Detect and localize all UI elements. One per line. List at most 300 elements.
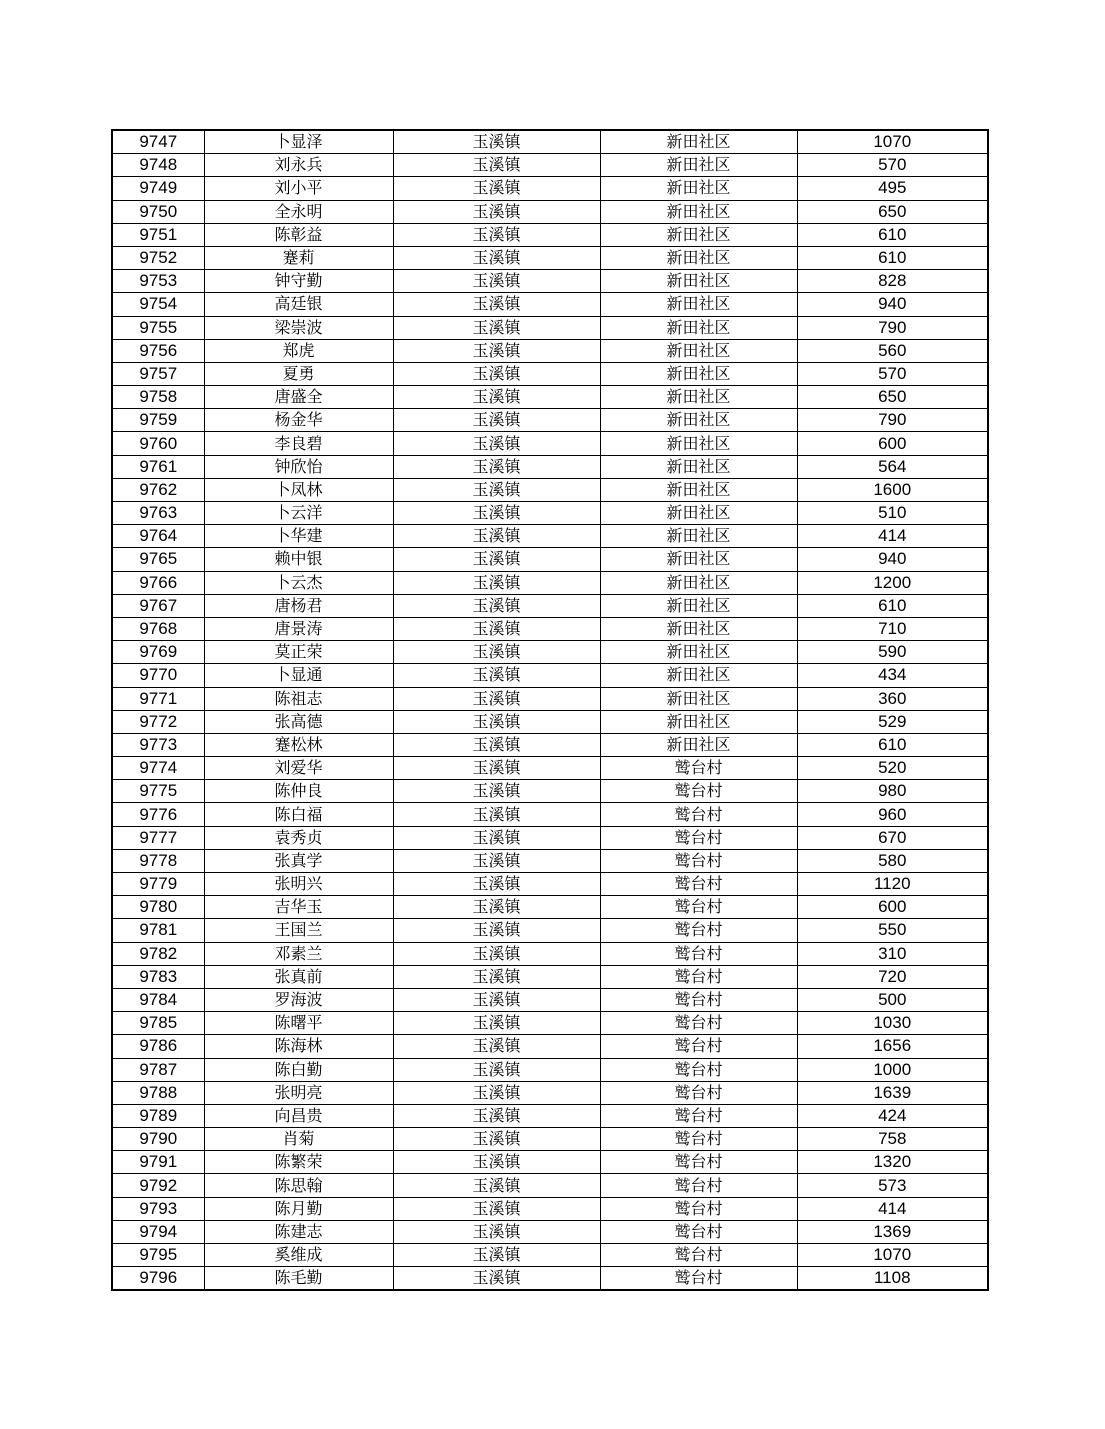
cell-town: 玉溪镇 xyxy=(393,316,600,339)
cell-town: 玉溪镇 xyxy=(393,270,600,293)
cell-id: 9770 xyxy=(112,664,204,687)
cell-town: 玉溪镇 xyxy=(393,177,600,200)
table-row xyxy=(112,223,988,246)
table-row xyxy=(112,154,988,177)
cell-id: 9782 xyxy=(112,942,204,965)
table-row xyxy=(112,687,988,710)
cell-amount: 414 xyxy=(797,525,988,548)
cell-amount: 1656 xyxy=(797,1035,988,1058)
cell-id: 9768 xyxy=(112,617,204,640)
table-row xyxy=(112,896,988,919)
cell-name: 唐盛全 xyxy=(204,386,393,409)
table-row xyxy=(112,432,988,455)
table-row xyxy=(112,641,988,664)
cell-id: 9780 xyxy=(112,896,204,919)
cell-amount: 434 xyxy=(797,664,988,687)
cell-town: 玉溪镇 xyxy=(393,803,600,826)
cell-village: 新田社区 xyxy=(600,154,797,177)
cell-village: 新田社区 xyxy=(600,316,797,339)
cell-amount: 550 xyxy=(797,919,988,942)
cell-name: 王国兰 xyxy=(204,919,393,942)
cell-village: 鹫台村 xyxy=(600,988,797,1011)
cell-amount: 510 xyxy=(797,502,988,525)
cell-village: 鹫台村 xyxy=(600,1197,797,1220)
cell-town: 玉溪镇 xyxy=(393,849,600,872)
cell-id: 9777 xyxy=(112,826,204,849)
cell-town: 玉溪镇 xyxy=(393,664,600,687)
table-row xyxy=(112,1012,988,1035)
cell-id: 9781 xyxy=(112,919,204,942)
cell-village: 新田社区 xyxy=(600,200,797,223)
cell-amount: 940 xyxy=(797,293,988,316)
cell-id: 9771 xyxy=(112,687,204,710)
cell-village: 鹫台村 xyxy=(600,1128,797,1151)
cell-amount: 424 xyxy=(797,1104,988,1127)
table-row xyxy=(112,478,988,501)
table-row xyxy=(112,177,988,200)
cell-name: 张高德 xyxy=(204,710,393,733)
cell-town: 玉溪镇 xyxy=(393,826,600,849)
cell-amount: 590 xyxy=(797,641,988,664)
cell-name: 李良碧 xyxy=(204,432,393,455)
cell-town: 玉溪镇 xyxy=(393,965,600,988)
cell-amount: 580 xyxy=(797,849,988,872)
cell-name: 肖菊 xyxy=(204,1128,393,1151)
cell-village: 鹫台村 xyxy=(600,1035,797,1058)
cell-town: 玉溪镇 xyxy=(393,1035,600,1058)
table-row xyxy=(112,780,988,803)
table-row xyxy=(112,293,988,316)
table-row xyxy=(112,988,988,1011)
cell-village: 新田社区 xyxy=(600,130,797,154)
table-row xyxy=(112,1081,988,1104)
cell-town: 玉溪镇 xyxy=(393,293,600,316)
cell-name: 陈海林 xyxy=(204,1035,393,1058)
cell-amount: 570 xyxy=(797,362,988,385)
cell-amount: 1600 xyxy=(797,478,988,501)
cell-town: 玉溪镇 xyxy=(393,502,600,525)
table-row xyxy=(112,803,988,826)
cell-village: 新田社区 xyxy=(600,641,797,664)
cell-name: 张真学 xyxy=(204,849,393,872)
cell-village: 新田社区 xyxy=(600,548,797,571)
table-row xyxy=(112,362,988,385)
cell-id: 9788 xyxy=(112,1081,204,1104)
cell-amount: 790 xyxy=(797,316,988,339)
cell-id: 9786 xyxy=(112,1035,204,1058)
cell-name: 陈白勤 xyxy=(204,1058,393,1081)
cell-name: 钟守勤 xyxy=(204,270,393,293)
cell-name: 卜云洋 xyxy=(204,502,393,525)
table-row xyxy=(112,455,988,478)
cell-name: 吉华玉 xyxy=(204,896,393,919)
cell-name: 向昌贵 xyxy=(204,1104,393,1127)
cell-town: 玉溪镇 xyxy=(393,1220,600,1243)
cell-town: 玉溪镇 xyxy=(393,988,600,1011)
cell-town: 玉溪镇 xyxy=(393,1104,600,1127)
cell-id: 9753 xyxy=(112,270,204,293)
cell-amount: 1108 xyxy=(797,1267,988,1291)
table-row xyxy=(112,733,988,756)
cell-id: 9765 xyxy=(112,548,204,571)
cell-amount: 560 xyxy=(797,339,988,362)
cell-town: 玉溪镇 xyxy=(393,223,600,246)
table-row xyxy=(112,1174,988,1197)
table-row xyxy=(112,571,988,594)
cell-town: 玉溪镇 xyxy=(393,339,600,362)
table-row xyxy=(112,1035,988,1058)
cell-town: 玉溪镇 xyxy=(393,757,600,780)
table-row xyxy=(112,1104,988,1127)
cell-village: 鹫台村 xyxy=(600,826,797,849)
cell-village: 新田社区 xyxy=(600,664,797,687)
cell-name: 唐杨君 xyxy=(204,594,393,617)
cell-id: 9762 xyxy=(112,478,204,501)
cell-name: 全永明 xyxy=(204,200,393,223)
table-row xyxy=(112,1197,988,1220)
table-row xyxy=(112,200,988,223)
cell-name: 高廷银 xyxy=(204,293,393,316)
cell-amount: 610 xyxy=(797,733,988,756)
cell-id: 9787 xyxy=(112,1058,204,1081)
cell-name: 梁崇波 xyxy=(204,316,393,339)
cell-amount: 1070 xyxy=(797,130,988,154)
cell-village: 新田社区 xyxy=(600,733,797,756)
cell-name: 刘永兵 xyxy=(204,154,393,177)
cell-amount: 610 xyxy=(797,594,988,617)
cell-id: 9785 xyxy=(112,1012,204,1035)
cell-village: 鹫台村 xyxy=(600,942,797,965)
table-row xyxy=(112,386,988,409)
cell-village: 新田社区 xyxy=(600,502,797,525)
table-row xyxy=(112,1058,988,1081)
table-row xyxy=(112,849,988,872)
cell-amount: 310 xyxy=(797,942,988,965)
table-row xyxy=(112,942,988,965)
cell-id: 9772 xyxy=(112,710,204,733)
cell-village: 鹫台村 xyxy=(600,1267,797,1291)
cell-town: 玉溪镇 xyxy=(393,1081,600,1104)
table-row xyxy=(112,1244,988,1267)
cell-amount: 650 xyxy=(797,386,988,409)
cell-name: 陈繁荣 xyxy=(204,1151,393,1174)
cell-town: 玉溪镇 xyxy=(393,409,600,432)
cell-name: 陈月勤 xyxy=(204,1197,393,1220)
cell-id: 9775 xyxy=(112,780,204,803)
cell-amount: 940 xyxy=(797,548,988,571)
table-row xyxy=(112,664,988,687)
cell-town: 玉溪镇 xyxy=(393,1058,600,1081)
cell-amount: 570 xyxy=(797,154,988,177)
cell-village: 新田社区 xyxy=(600,246,797,269)
cell-name: 蹇松林 xyxy=(204,733,393,756)
cell-name: 莫正荣 xyxy=(204,641,393,664)
cell-village: 新田社区 xyxy=(600,455,797,478)
cell-name: 张真前 xyxy=(204,965,393,988)
cell-town: 玉溪镇 xyxy=(393,710,600,733)
cell-name: 卜显泽 xyxy=(204,130,393,154)
cell-amount: 529 xyxy=(797,710,988,733)
cell-name: 罗海波 xyxy=(204,988,393,1011)
cell-village: 新田社区 xyxy=(600,594,797,617)
cell-id: 9779 xyxy=(112,873,204,896)
cell-id: 9769 xyxy=(112,641,204,664)
table-row xyxy=(112,502,988,525)
cell-village: 鹫台村 xyxy=(600,1174,797,1197)
cell-id: 9789 xyxy=(112,1104,204,1127)
cell-name: 刘爱华 xyxy=(204,757,393,780)
cell-id: 9783 xyxy=(112,965,204,988)
cell-id: 9796 xyxy=(112,1267,204,1291)
cell-amount: 1639 xyxy=(797,1081,988,1104)
cell-town: 玉溪镇 xyxy=(393,780,600,803)
table-row xyxy=(112,339,988,362)
cell-village: 鹫台村 xyxy=(600,1151,797,1174)
cell-village: 新田社区 xyxy=(600,223,797,246)
table-row xyxy=(112,1267,988,1291)
cell-id: 9750 xyxy=(112,200,204,223)
cell-town: 玉溪镇 xyxy=(393,386,600,409)
cell-town: 玉溪镇 xyxy=(393,942,600,965)
cell-village: 鹫台村 xyxy=(600,1244,797,1267)
cell-id: 9795 xyxy=(112,1244,204,1267)
cell-village: 新田社区 xyxy=(600,571,797,594)
table-row xyxy=(112,873,988,896)
cell-name: 陈彰益 xyxy=(204,223,393,246)
cell-town: 玉溪镇 xyxy=(393,1151,600,1174)
cell-name: 卜凤林 xyxy=(204,478,393,501)
cell-town: 玉溪镇 xyxy=(393,571,600,594)
cell-amount: 414 xyxy=(797,1197,988,1220)
cell-id: 9759 xyxy=(112,409,204,432)
cell-village: 新田社区 xyxy=(600,478,797,501)
table-row xyxy=(112,409,988,432)
cell-name: 陈祖志 xyxy=(204,687,393,710)
cell-village: 新田社区 xyxy=(600,409,797,432)
cell-amount: 720 xyxy=(797,965,988,988)
cell-name: 袁秀贞 xyxy=(204,826,393,849)
cell-town: 玉溪镇 xyxy=(393,154,600,177)
cell-name: 陈仲良 xyxy=(204,780,393,803)
cell-name: 蹇莉 xyxy=(204,246,393,269)
cell-amount: 710 xyxy=(797,617,988,640)
cell-amount: 1320 xyxy=(797,1151,988,1174)
cell-village: 鹫台村 xyxy=(600,849,797,872)
cell-id: 9752 xyxy=(112,246,204,269)
cell-id: 9749 xyxy=(112,177,204,200)
cell-town: 玉溪镇 xyxy=(393,873,600,896)
cell-amount: 1200 xyxy=(797,571,988,594)
table-row xyxy=(112,919,988,942)
cell-name: 卜华建 xyxy=(204,525,393,548)
cell-name: 邓素兰 xyxy=(204,942,393,965)
cell-id: 9778 xyxy=(112,849,204,872)
cell-amount: 670 xyxy=(797,826,988,849)
cell-town: 玉溪镇 xyxy=(393,896,600,919)
cell-town: 玉溪镇 xyxy=(393,1244,600,1267)
cell-id: 9760 xyxy=(112,432,204,455)
cell-village: 鹫台村 xyxy=(600,803,797,826)
cell-name: 陈白福 xyxy=(204,803,393,826)
cell-town: 玉溪镇 xyxy=(393,1267,600,1291)
cell-town: 玉溪镇 xyxy=(393,641,600,664)
cell-village: 鹫台村 xyxy=(600,873,797,896)
cell-village: 鹫台村 xyxy=(600,1012,797,1035)
cell-name: 陈曙平 xyxy=(204,1012,393,1035)
cell-id: 9790 xyxy=(112,1128,204,1151)
cell-name: 郑虎 xyxy=(204,339,393,362)
table-row xyxy=(112,548,988,571)
cell-amount: 1369 xyxy=(797,1220,988,1243)
cell-village: 新田社区 xyxy=(600,432,797,455)
cell-id: 9794 xyxy=(112,1220,204,1243)
cell-id: 9748 xyxy=(112,154,204,177)
cell-town: 玉溪镇 xyxy=(393,455,600,478)
cell-town: 玉溪镇 xyxy=(393,200,600,223)
table-row xyxy=(112,594,988,617)
cell-village: 新田社区 xyxy=(600,710,797,733)
cell-village: 鹫台村 xyxy=(600,757,797,780)
cell-amount: 564 xyxy=(797,455,988,478)
cell-village: 鹫台村 xyxy=(600,896,797,919)
cell-village: 新田社区 xyxy=(600,362,797,385)
cell-amount: 520 xyxy=(797,757,988,780)
cell-amount: 790 xyxy=(797,409,988,432)
cell-id: 9763 xyxy=(112,502,204,525)
cell-name: 赖中银 xyxy=(204,548,393,571)
table-row xyxy=(112,130,988,154)
cell-id: 9784 xyxy=(112,988,204,1011)
cell-village: 新田社区 xyxy=(600,270,797,293)
cell-town: 玉溪镇 xyxy=(393,525,600,548)
cell-amount: 610 xyxy=(797,223,988,246)
cell-village: 新田社区 xyxy=(600,617,797,640)
cell-amount: 610 xyxy=(797,246,988,269)
cell-town: 玉溪镇 xyxy=(393,1197,600,1220)
cell-village: 鹫台村 xyxy=(600,1081,797,1104)
cell-id: 9791 xyxy=(112,1151,204,1174)
cell-village: 新田社区 xyxy=(600,687,797,710)
data-table xyxy=(111,129,989,1291)
cell-id: 9767 xyxy=(112,594,204,617)
cell-id: 9751 xyxy=(112,223,204,246)
cell-amount: 1000 xyxy=(797,1058,988,1081)
cell-id: 9773 xyxy=(112,733,204,756)
cell-village: 鹫台村 xyxy=(600,965,797,988)
table-row xyxy=(112,1220,988,1243)
cell-id: 9758 xyxy=(112,386,204,409)
cell-amount: 360 xyxy=(797,687,988,710)
cell-amount: 1120 xyxy=(797,873,988,896)
cell-town: 玉溪镇 xyxy=(393,548,600,571)
table-row xyxy=(112,757,988,780)
cell-name: 卜显通 xyxy=(204,664,393,687)
cell-town: 玉溪镇 xyxy=(393,617,600,640)
cell-name: 夏勇 xyxy=(204,362,393,385)
cell-id: 9754 xyxy=(112,293,204,316)
cell-name: 钟欣怡 xyxy=(204,455,393,478)
cell-id: 9755 xyxy=(112,316,204,339)
cell-id: 9764 xyxy=(112,525,204,548)
cell-id: 9792 xyxy=(112,1174,204,1197)
cell-name: 陈思翰 xyxy=(204,1174,393,1197)
cell-village: 新田社区 xyxy=(600,525,797,548)
cell-village: 鹫台村 xyxy=(600,1058,797,1081)
table-row xyxy=(112,525,988,548)
cell-name: 张明兴 xyxy=(204,873,393,896)
cell-amount: 500 xyxy=(797,988,988,1011)
table-row xyxy=(112,316,988,339)
cell-id: 9747 xyxy=(112,130,204,154)
table-row xyxy=(112,1151,988,1174)
cell-town: 玉溪镇 xyxy=(393,362,600,385)
cell-village: 鹫台村 xyxy=(600,780,797,803)
cell-amount: 960 xyxy=(797,803,988,826)
cell-amount: 600 xyxy=(797,432,988,455)
cell-village: 新田社区 xyxy=(600,177,797,200)
cell-town: 玉溪镇 xyxy=(393,130,600,154)
cell-town: 玉溪镇 xyxy=(393,594,600,617)
cell-amount: 495 xyxy=(797,177,988,200)
cell-town: 玉溪镇 xyxy=(393,919,600,942)
table-row xyxy=(112,710,988,733)
cell-id: 9761 xyxy=(112,455,204,478)
cell-id: 9756 xyxy=(112,339,204,362)
cell-name: 陈毛勤 xyxy=(204,1267,393,1291)
cell-amount: 1030 xyxy=(797,1012,988,1035)
cell-amount: 573 xyxy=(797,1174,988,1197)
cell-town: 玉溪镇 xyxy=(393,1174,600,1197)
cell-amount: 600 xyxy=(797,896,988,919)
cell-village: 新田社区 xyxy=(600,386,797,409)
table-row xyxy=(112,965,988,988)
cell-village: 鹫台村 xyxy=(600,1220,797,1243)
cell-town: 玉溪镇 xyxy=(393,687,600,710)
cell-name: 卜云杰 xyxy=(204,571,393,594)
cell-town: 玉溪镇 xyxy=(393,246,600,269)
cell-town: 玉溪镇 xyxy=(393,478,600,501)
cell-id: 9793 xyxy=(112,1197,204,1220)
cell-name: 唐景涛 xyxy=(204,617,393,640)
table-row xyxy=(112,1128,988,1151)
cell-village: 新田社区 xyxy=(600,293,797,316)
cell-town: 玉溪镇 xyxy=(393,1128,600,1151)
cell-id: 9766 xyxy=(112,571,204,594)
cell-name: 杨金华 xyxy=(204,409,393,432)
table-row xyxy=(112,826,988,849)
cell-town: 玉溪镇 xyxy=(393,733,600,756)
cell-name: 奚维成 xyxy=(204,1244,393,1267)
table-row xyxy=(112,246,988,269)
cell-id: 9774 xyxy=(112,757,204,780)
cell-village: 鹫台村 xyxy=(600,1104,797,1127)
table-row xyxy=(112,270,988,293)
cell-amount: 828 xyxy=(797,270,988,293)
cell-amount: 758 xyxy=(797,1128,988,1151)
cell-amount: 650 xyxy=(797,200,988,223)
table-row xyxy=(112,617,988,640)
cell-amount: 980 xyxy=(797,780,988,803)
cell-id: 9776 xyxy=(112,803,204,826)
cell-village: 鹫台村 xyxy=(600,919,797,942)
table-body xyxy=(112,130,988,1290)
cell-amount: 1070 xyxy=(797,1244,988,1267)
cell-id: 9757 xyxy=(112,362,204,385)
cell-name: 陈建志 xyxy=(204,1220,393,1243)
cell-name: 刘小平 xyxy=(204,177,393,200)
cell-village: 新田社区 xyxy=(600,339,797,362)
cell-town: 玉溪镇 xyxy=(393,1012,600,1035)
